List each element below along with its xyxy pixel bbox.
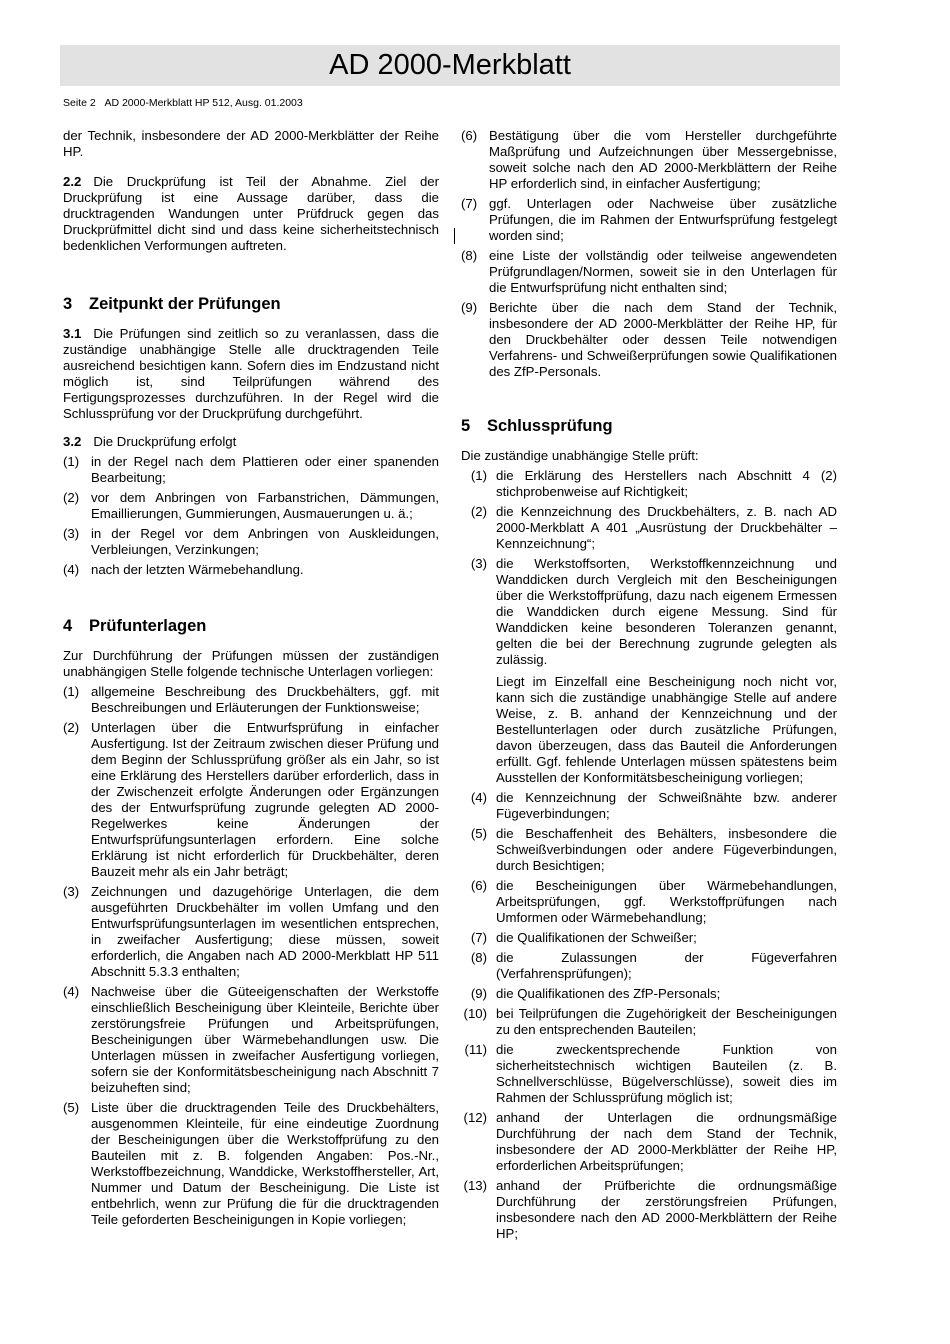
- paragraph-number: 2.2: [63, 174, 82, 189]
- paragraph-3-1: [63, 326, 439, 422]
- document-reference: AD 2000-Merkblatt HP 512, Ausg. 01.2003: [104, 97, 303, 109]
- list-item: (6) die Bescheinigungen über Wärmebehandlungen, Arbeitsprüfungen, ggf. Werkstoffprüfungen nach Umformen oder Wärmebehandlung;: [470, 878, 837, 925]
- section-number: 5: [461, 417, 471, 435]
- list-5: [461, 468, 837, 1242]
- list-3-2: [63, 454, 439, 578]
- list-item: (4) Nachweise über die Güteeigenschaften der Werkstoffe einschließlich Bescheinigung über Kleinteile, Berichte über zerstörungsfreie Prüfungen und Arbeitsprüfungen, Bescheinigungen über Wärmebehandlungen usw. Die Unterlagen müssen in zweifacher Ausfertigung vorliegen, sofern sie der Konformitätsbescheinigung nach Abschnitt 7 beizuheften sind;: [63, 984, 439, 1095]
- list-item: (8) die Zulassungen der Fügeverfahren (Verfahrensprüfungen);: [470, 950, 837, 981]
- section-title: Prüfunterlagen: [89, 617, 207, 635]
- list-item: (7) ggf. Unterlagen oder Nachweise über zusätzliche Prüfungen, die im Rahmen der Entwurfsprüfung festgelegt worden sind;: [461, 196, 837, 243]
- section-number: 3: [63, 295, 73, 313]
- section-5-heading: [461, 416, 837, 436]
- list-4-continued: [461, 128, 837, 380]
- list-item: (2) die Kennzeichnung des Druckbehälters, z. B. nach AD 2000-Merkblatt A 401 „Ausrüstung der Druckbehälter – Kennzeichnung“;: [470, 504, 837, 551]
- section-number: 4: [63, 617, 73, 635]
- list-item: (2) vor dem Anbringen von Farbanstrichen, Dämmungen, Emaillierungen, Gummierungen, Ausmauerungen u. ä.;: [63, 490, 439, 521]
- page-number: Seite 2: [63, 97, 96, 109]
- paragraph-text: Die Druckprüfung erfolgt: [93, 434, 237, 449]
- list-item: (3) die Werkstoffsorten, Werkstoffkennzeichnung und Wanddicken durch Vergleich mit den Bescheinigungen über die Werkstoffprüfung, dazu nach eigenem Ermessen die Wanddicken durch eigene Messung. Sind für Wanddicken keine besonderen Toleranzen genannt, gelten die bei der Berechnung zugrunde gelegten als zulässig. Liegt im Einzelfall eine Bescheinigung noch nicht vor, kann sich die zuständige unabhängige Stelle auf andere Weise, z. B. anhand der Kennzeichnung und der Bestellunterlagen oder durch zusätzliche Prüfungen, davon überzeugen, dass das Bauteil die Anforderungen erfüllt. Ggf. fehlende Unterlagen müssen spätestens beim Ausstellen der Konformitätsbescheinigung vorliegen;: [470, 556, 837, 785]
- list-item: (11) die zweckentsprechende Funktion von sicherheitstechnisch wichtigen Bauteilen (z. B. Schnellverschlüsse, Bügelverschlüsse), soweit dies im Rahmen der Schlussprüfung möglich ist;: [464, 1042, 837, 1105]
- paragraph-number: 3.2: [63, 434, 82, 449]
- left-column: [63, 128, 439, 1232]
- section-5-intro: Die zuständige unabhängige Stelle prüft:: [461, 448, 699, 463]
- list-item: (10) bei Teilprüfungen die Zugehörigkeit der Bescheinigungen zu den entsprechenden Bauteilen;: [463, 1006, 837, 1037]
- section-title: Schlussprüfung: [487, 417, 613, 435]
- list-item: (1) die Erklärung des Herstellers nach Abschnitt 4 (2) stichprobenweise auf Richtigkeit;: [470, 468, 837, 499]
- list-item: (9) die Qualifikationen des ZfP-Personals;: [470, 986, 721, 1001]
- document-title: AD 2000-Merkblatt: [329, 49, 571, 81]
- section-4-heading: [63, 616, 439, 636]
- list-item: (1) in der Regel nach dem Plattieren oder einer spanenden Bearbeitung;: [63, 454, 439, 485]
- list-item: (12) anhand der Unterlagen die ordnungsmäßige Durchführung der nach dem Stand der Technik, insbesondere der AD 2000-Merkblätter der Reihe HP, erforderlichen Arbeitsprüfungen;: [463, 1110, 837, 1173]
- section-3-heading: [63, 294, 439, 314]
- paragraph-text: Die Druckprüfung ist Teil der Abnahme. Ziel der Druckprüfung ist eine Aussage darüber, dass die drucktragenden Wandungen unter Prüfdruck gegen das Druckprüfmittel dicht sind und dass keine sicherheitstechnisch bedenklichen Verformungen auftreten.: [63, 174, 439, 253]
- list-item: (8) eine Liste der vollständig oder teilweise angewendeten Prüfgrundlagen/Normen, soweit sie in den Unterlagen für die Entwurfsprüfung nicht enthalten sind;: [461, 248, 837, 295]
- list-4: [63, 684, 439, 1228]
- list-item: (13) anhand der Prüfberichte die ordnungsmäßige Durchführung der zerstörungsfreien Prüfungen, insbesondere nach den AD 2000-Merkblättern der Reihe HP;: [463, 1178, 837, 1241]
- list-item: (9) Berichte über die nach dem Stand der Technik, insbesondere der AD 2000-Merkblätter der Reihe HP, für den Druckbehälter oder dessen Teile notwendigen Verfahrens- und Schweißerprüfungen sowie Qualifikationen des ZfP-Personals.: [461, 300, 837, 379]
- list-item: (1) allgemeine Beschreibung des Druckbehälters, ggf. mit Beschreibungen und Erläuterungen der Funktionsweise;: [63, 684, 439, 715]
- right-column: [461, 128, 837, 1246]
- paragraph-2-2: [63, 174, 439, 254]
- paragraph-text: Die Prüfungen sind zeitlich so zu veranlassen, dass die zuständige unabhängige Stelle alle drucktragenden Teile ausreichend besichtigen kann. Sofern dies im Endzustand nicht möglich ist, sind Teilprüfungen während des Fertigungsprozesses durchzuführen. In der Regel wird die Schlussprüfung vor der Druckprüfung durchgeführt.: [63, 326, 439, 421]
- intro-paragraph: der Technik, insbesondere der AD 2000-Merkblätter der Reihe HP.: [63, 128, 439, 159]
- list-item: (2) Unterlagen über die Entwurfsprüfung in einfacher Ausfertigung. Ist der Zeitraum zwischen dieser Prüfung und dem Beginn der Schlussprüfung größer als ein Jahr, so ist eine Erklärung des Herstellers darüber erforderlich, dass in der Zwischenzeit erfolgte Änderungen oder Ergänzungen des der Entwurfsprüfung zugrunde gelegten AD 2000-Regelwerkes keine Änderungen der Entwurfsprüfungsunterlagen erfordern. Eine solche Erklärung ist nicht erforderlich für Druckbehälter, deren Bauzeit mehr als ein Jahr beträgt;: [63, 720, 439, 879]
- list-item: (4) die Kennzeichnung der Schweißnähte bzw. anderer Fügeverbindungen;: [470, 790, 837, 821]
- list-item: (5) Liste über die drucktragenden Teile des Druckbehälters, ausgenommen Kleinteile, für eine eindeutige Zuordnung der Bescheinigungen über die Werkstoffprüfung zu den Bauteilen mit z. B. folgenden Angaben: Pos.-Nr., Werkstoffbezeichnung, Wanddicke, Werkstoffhersteller, Art, Nummer und Datum der Bescheinigung. Die Liste ist entbehrlich, wenn zur Prüfung die für die drucktragenden Teile geforderten Bescheinigungen in Kopie vorliegen;: [63, 1100, 439, 1227]
- section-4-intro: Zur Durchführung der Prüfungen müssen der zuständigen unabhängigen Stelle folgende technische Unterlagen vorliegen:: [63, 648, 439, 679]
- revision-change-bar: [454, 228, 455, 244]
- list-item: (5) die Beschaffenheit des Behälters, insbesondere die Schweißverbindungen oder andere Fügeverbindungen, durch Besichtigen;: [470, 826, 837, 873]
- section-title: Zeitpunkt der Prüfungen: [89, 295, 281, 313]
- list-item: (6) Bestätigung über die vom Hersteller durchgeführte Maßprüfung und Aufzeichnungen über Messergebnisse, soweit solche nach den AD 2000-Merkblättern der Reihe HP erforderlich sind, in einfacher Ausfertigung;: [461, 128, 837, 191]
- list-item: (4) nach der letzten Wärmebehandlung.: [63, 562, 304, 577]
- paragraph-number: 3.1: [63, 326, 82, 341]
- paragraph-3-2: [63, 434, 439, 450]
- document-header: [60, 45, 840, 86]
- list-item: (7) die Qualifikationen der Schweißer;: [470, 930, 697, 945]
- list-item: (3) in der Regel vor dem Anbringen von Auskleidungen, Verbleiungen, Verzinkungen;: [63, 526, 439, 557]
- list-item: (3) Zeichnungen und dazugehörige Unterlagen, die dem ausgeführten Druckbehälter im vollen Umfang und den Entwurfsprüfungsunterlagen im wesentlichen entsprechen, in zweifacher Ausfertigung; diese müssen, soweit erforderlich, die Angaben nach AD 2000-Merkblatt HP 511 Abschnitt 5.3.3 enthalten;: [63, 884, 439, 979]
- page-subheader: [63, 97, 303, 109]
- list-item-continuation: Liegt im Einzelfall eine Bescheinigung noch nicht vor, kann sich die zuständige unabhängige Stelle auf andere Weise, z. B. anhand der Kennzeichnung und der Bestellunterlagen oder durch zusätzliche Prüfungen, davon überzeugen, dass das Bauteil die Anforderungen erfüllt. Ggf. fehlende Unterlagen müssen spätestens beim Ausstellen der Konformitätsbescheinigung vorliegen;: [496, 674, 837, 785]
